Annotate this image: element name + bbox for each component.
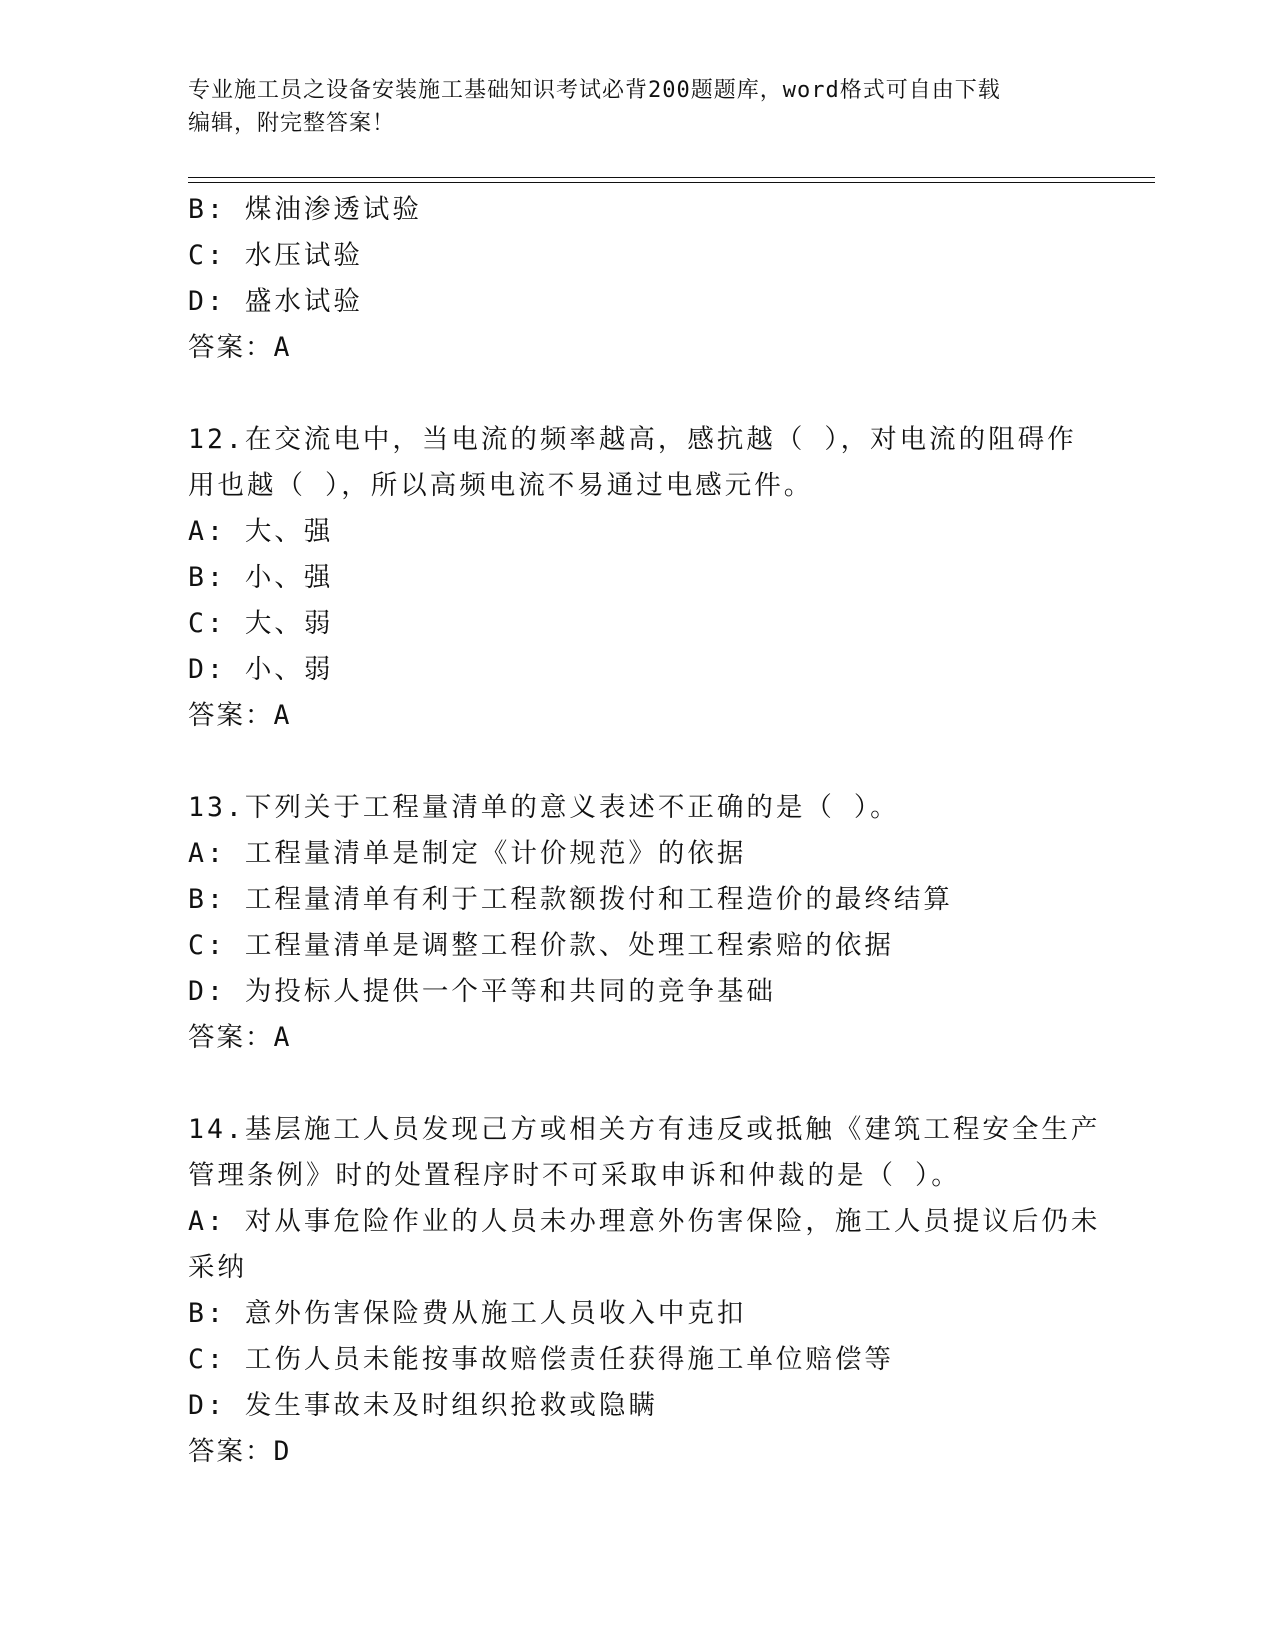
option-d: D: 小、弱 (188, 654, 334, 685)
document-header (188, 74, 1068, 140)
question-12 (188, 417, 1088, 739)
question-stem-line-1: 13.下列关于工程量清单的意义表述不正确的是（ ）。 (188, 792, 900, 823)
option-c: C: 工伤人员未能按事故赔偿责任获得施工单位赔偿等 (188, 1344, 894, 1375)
option-b: B: 小、强 (188, 562, 334, 593)
question-stem-line-1: 12.在交流电中，当电流的频率越高，感抗越（ ），对电流的阻碍作 (188, 424, 1077, 455)
question-11-tail (188, 187, 1088, 371)
question-stem-line-1: 14.基层施工人员发现己方或相关方有违反或抵触《建筑工程安全生产 (188, 1114, 1101, 1145)
option-d: D: 发生事故未及时组织抢救或隐瞒 (188, 1390, 658, 1421)
question-spacer (188, 739, 1088, 785)
header-divider-bottom (188, 182, 1155, 183)
option-a: A: 工程量清单是制定《计价规范》的依据 (188, 838, 747, 869)
option-c: C: 工程量清单是调整工程价款、处理工程索赔的依据 (188, 930, 894, 961)
option-a-line-2: 采纳 (188, 1252, 247, 1283)
option-b: B: 意外伤害保险费从施工人员收入中克扣 (188, 1298, 747, 1329)
question-list (188, 187, 1101, 1475)
question-stem-line-2: 管理条例》时的处置程序时不可采取申诉和仲裁的是（ ）。 (188, 1160, 961, 1191)
option-a-line-1: A: 对从事危险作业的人员未办理意外伤害保险，施工人员提议后仍未 (188, 1206, 1101, 1237)
header-title-line-1: 专业施工员之设备安装施工基础知识考试必背200题题库，word格式可自由下载 (188, 78, 1001, 103)
answer: 答案：A (188, 332, 292, 363)
answer: 答案：D (188, 1436, 292, 1467)
question-spacer (188, 1061, 1088, 1107)
question-spacer (188, 371, 1088, 417)
option-d: D: 盛水试验 (188, 286, 363, 317)
option-c: C: 水压试验 (188, 240, 363, 271)
option-b: B: 工程量清单有利于工程款额拨付和工程造价的最终结算 (188, 884, 953, 915)
option-d: D: 为投标人提供一个平等和共同的竞争基础 (188, 976, 776, 1007)
header-title-line-2: 编辑，附完整答案！ (188, 111, 396, 136)
question-stem-line-2: 用也越（ ），所以高频电流不易通过电感元件。 (188, 470, 814, 501)
question-13 (188, 785, 1088, 1061)
option-c: C: 大、弱 (188, 608, 334, 639)
question-14 (188, 1107, 1101, 1475)
answer: 答案：A (188, 1022, 292, 1053)
answer: 答案：A (188, 700, 292, 731)
option-b: B: 煤油渗透试验 (188, 194, 422, 225)
option-a: A: 大、强 (188, 516, 334, 547)
header-divider-top (188, 177, 1155, 178)
